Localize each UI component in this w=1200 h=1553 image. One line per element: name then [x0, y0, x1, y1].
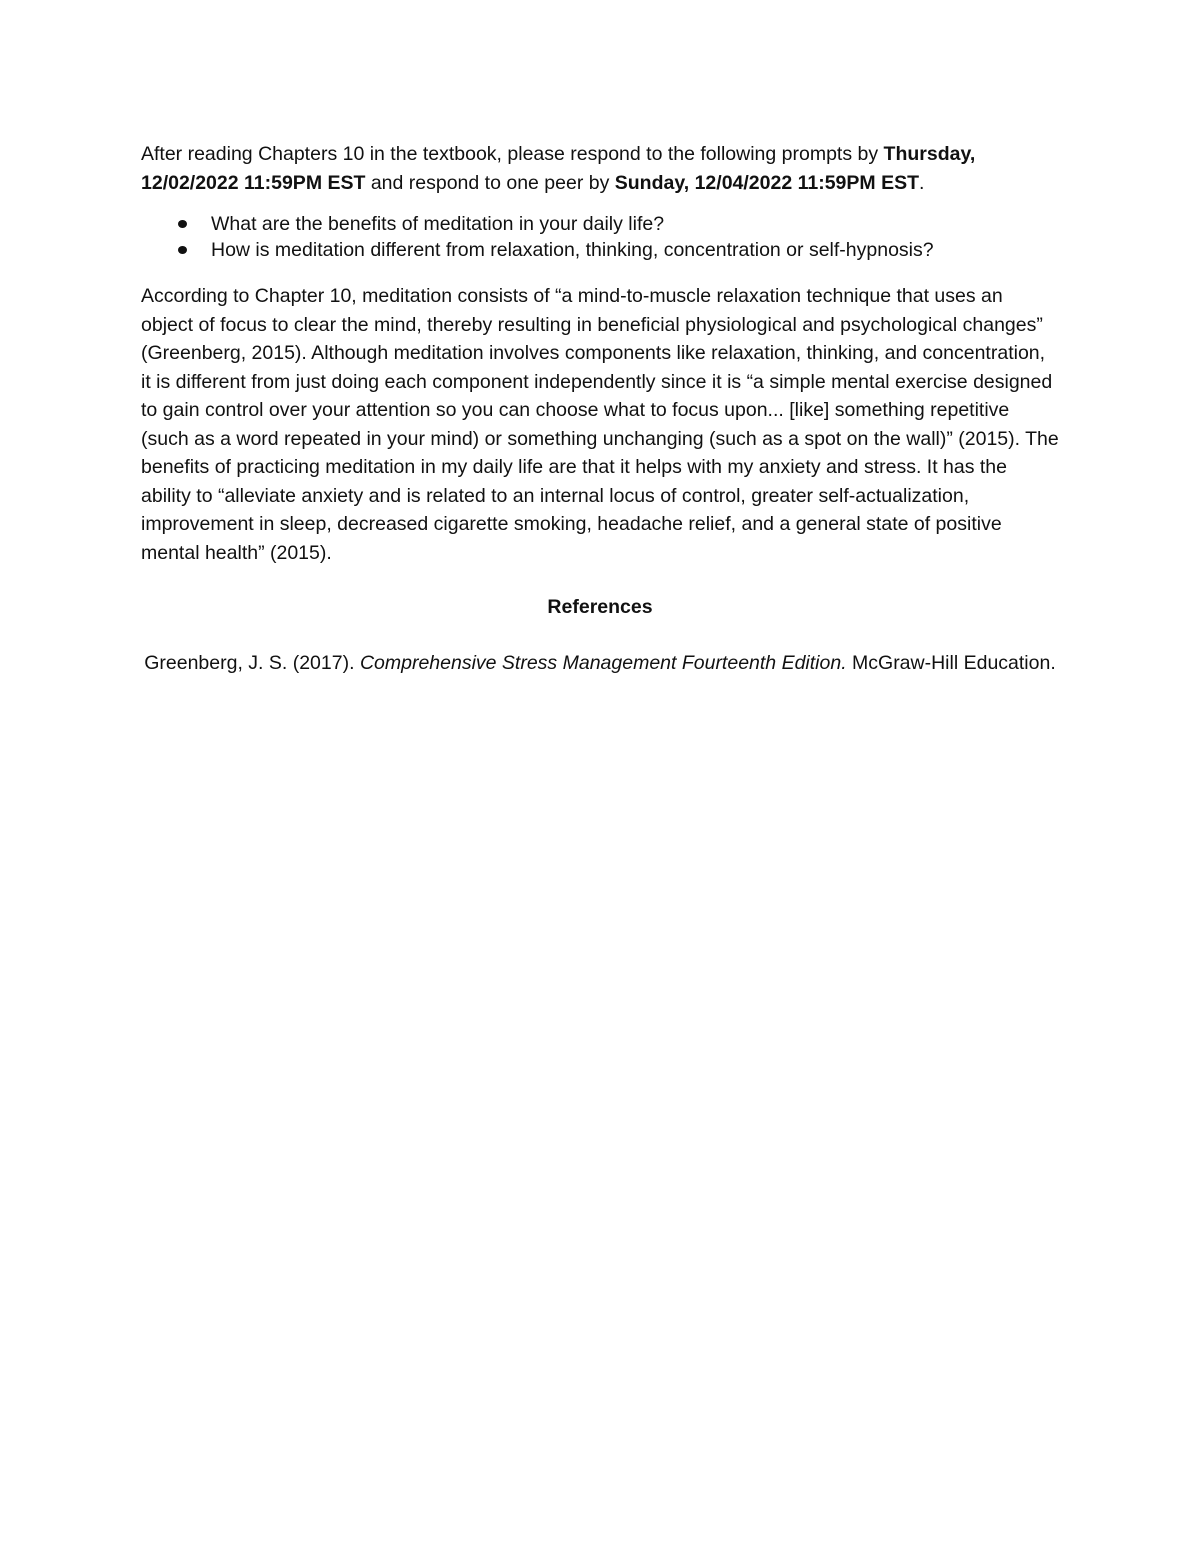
references-heading: References	[547, 596, 653, 618]
prompt-list	[141, 211, 1059, 263]
prompt-item	[141, 211, 1059, 237]
document-page	[141, 140, 1059, 677]
prompt-text: What are the benefits of meditation in your daily life?	[211, 213, 665, 235]
response-paragraph: According to Chapter 10, meditation consists of “a mind-to-muscle relaxation technique that uses an object of focus to clear the mind, thereby resulting in beneficial physiological and psychological changes” (Greenberg, 2015). Although meditation involves components like relaxation, thinking, and concentration, it is different from just doing each component independently since it is “a simple mental exercise designed to gain control over your attention so you can choose what to focus upon... [like] something repetitive (such as a word repeated in your mind) or something unchanging (such as a spot on the wall)” (2015). The benefits of practicing meditation in my daily life are that it helps with my anxiety and stress. It has the ability to “alleviate anxiety and is related to an internal locus of control, greater self-actualization, improvement in sleep, decreased cigarette smoking, headache relief, and a general state of positive mental health” (2015).	[141, 285, 1059, 564]
reference-author: Greenberg, J. S. (2017).	[144, 651, 360, 674]
assignment-instructions	[141, 140, 1059, 197]
bullet-icon	[178, 220, 187, 228]
reference-entry	[141, 649, 1059, 678]
initial-post-deadline: Thursday, 12/02/2022 11:59PM EST	[141, 143, 976, 194]
prompt-text: How is meditation different from relaxation, thinking, concentration or self-hypnosis?	[211, 239, 934, 261]
prompt-item	[141, 237, 1059, 263]
reference-title: Comprehensive Stress Management Fourteenth Edition.	[359, 651, 847, 674]
instructions-text-3: .	[919, 171, 925, 194]
peer-response-deadline: Sunday, 12/04/2022 11:59PM EST	[614, 171, 919, 194]
reference-publisher: McGraw-Hill Education.	[846, 651, 1056, 674]
instructions-text-1: After reading Chapters 10 in the textbook, please respond to the following prompts by	[141, 143, 884, 165]
bullet-icon	[178, 246, 187, 254]
instructions-text-2: and respond to one peer by	[365, 171, 615, 194]
